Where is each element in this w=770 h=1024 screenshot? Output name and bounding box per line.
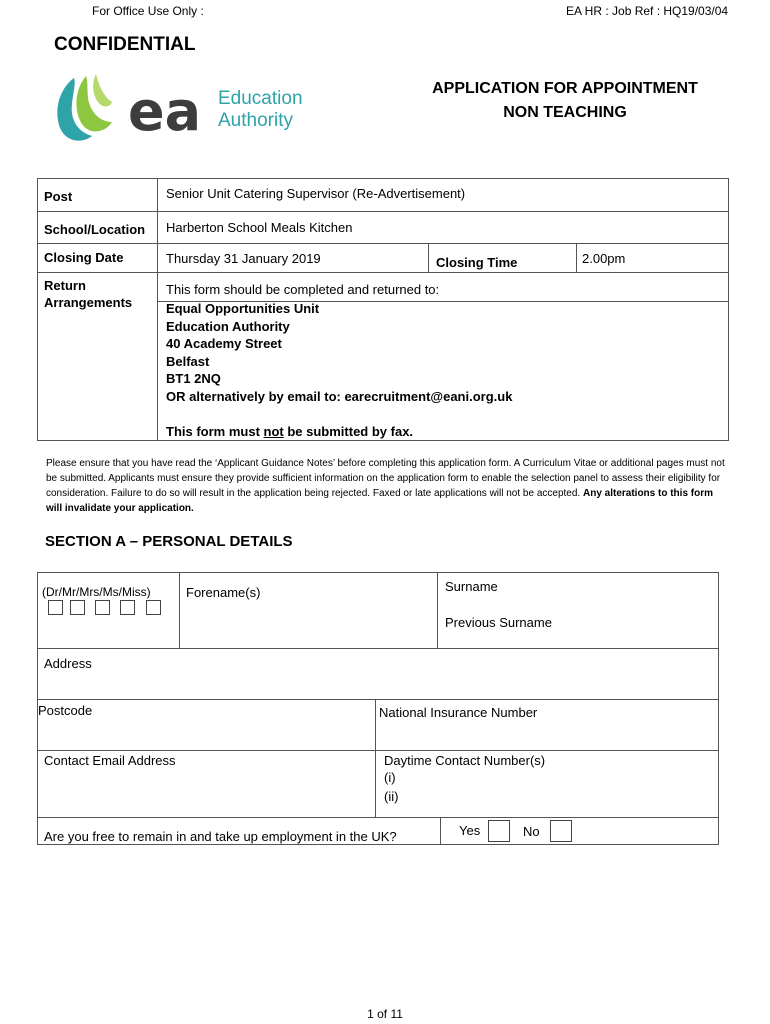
return-intro: This form should be completed and returned to: [166, 282, 440, 297]
guidance-notice-text: Please ensure that you have read the ‘Applicant Guidance Notes’ before completing this application form. A Curriculum Vitae or additional pages must not be submitted. Applicants must ensure they provide sufficient information on the application form to enable the selection panel to assess their eligibility for consideration. Failure to do so will result in the application being rejected. Faxed or late applications will not be accepted. [46, 458, 725, 499]
forename-label: Forename(s) [186, 585, 261, 600]
yes-checkbox[interactable] [488, 820, 510, 842]
title-checkbox-mr[interactable] [70, 600, 85, 615]
uk-employment-question: Are you free to remain in and take up employment in the UK? [44, 829, 397, 844]
return-address-line: 40 Academy Street [166, 336, 282, 351]
office-use-label: For Office Use Only : [92, 4, 204, 18]
ea-logo [52, 72, 332, 148]
fax-warning-after: be submitted by fax. [283, 424, 414, 439]
title-checkbox-mrs[interactable] [95, 600, 110, 615]
postcode-label: Postcode [38, 703, 93, 718]
address-label: Address [44, 656, 92, 671]
surname-label: Surname [445, 579, 498, 594]
logo-line-2: Authority [218, 110, 293, 131]
confidential-heading: CONFIDENTIAL [54, 34, 196, 55]
previous-surname-label: Previous Surname [445, 615, 552, 630]
return-address-line: Education Authority [166, 319, 290, 334]
ea-logo-mark [52, 72, 218, 148]
return-email-line: OR alternatively by email to: earecruitment@eani.org.uk [166, 389, 513, 404]
closing-date-label: Closing Date [44, 250, 124, 265]
email-label: Contact Email Address [44, 753, 176, 768]
fax-warning-before: This form must [166, 424, 264, 439]
daytime-number-ii: (ii) [384, 789, 399, 804]
return-label-1: Return [44, 278, 86, 293]
return-label-2: Arrangements [44, 295, 133, 310]
job-ref: EA HR : Job Ref : HQ19/03/04 [566, 4, 729, 18]
logo-line-1: Education [218, 88, 303, 109]
no-checkbox[interactable] [550, 820, 572, 842]
post-label: Post [44, 189, 73, 204]
form-title-line-1: APPLICATION FOR APPOINTMENT [432, 80, 698, 97]
post-value: Senior Unit Catering Supervisor (Re-Advertisement) [166, 186, 466, 201]
no-label: No [523, 824, 540, 839]
closing-time-value: 2.00pm [582, 251, 626, 266]
title-checkbox-dr[interactable] [48, 600, 63, 615]
personal-details-table [37, 572, 719, 845]
closing-time-label: Closing Time [436, 255, 518, 270]
school-value: Harberton School Meals Kitchen [166, 220, 353, 235]
form-title-line-2: NON TEACHING [503, 104, 627, 121]
guidance-notice-bold: Any alterations to this form will invalidate your application. [46, 488, 713, 514]
page-number: 1 of 11 [367, 1007, 403, 1021]
closing-date-value: Thursday 31 January 2019 [166, 251, 321, 266]
title-checkbox-miss[interactable] [146, 600, 161, 615]
section-a-heading: SECTION A – PERSONAL DETAILS [45, 533, 293, 550]
ni-number-label: National Insurance Number [379, 705, 538, 720]
return-address-line: Equal Opportunities Unit [166, 301, 320, 316]
fax-warning-not: not [263, 424, 284, 439]
fax-warning [166, 423, 413, 440]
logo-text [218, 88, 303, 132]
daytime-number-label: Daytime Contact Number(s) [384, 753, 546, 768]
return-address-line: Belfast [166, 354, 210, 369]
return-address-line: BT1 2NQ [166, 371, 221, 386]
school-label: School/Location [44, 222, 146, 237]
guidance-notice [46, 456, 726, 516]
title-checkbox-ms[interactable] [120, 600, 135, 615]
yes-label: Yes [459, 823, 481, 838]
ea-logo-mark-text: ea [128, 80, 202, 143]
daytime-number-i: (i) [384, 770, 396, 785]
title-label: (Dr/Mr/Mrs/Ms/Miss) [42, 585, 151, 599]
